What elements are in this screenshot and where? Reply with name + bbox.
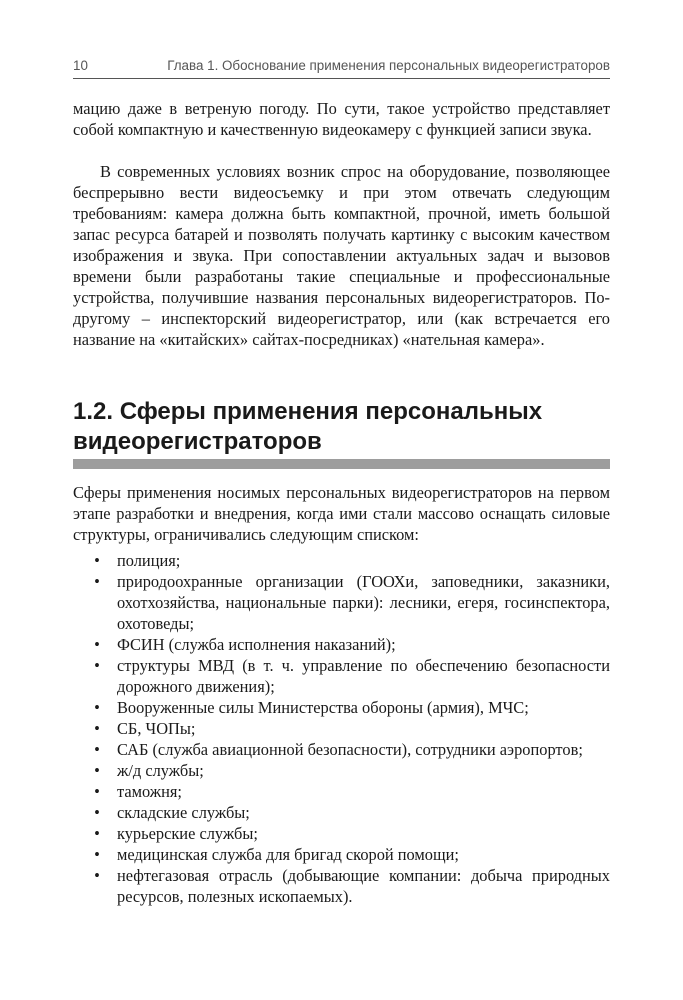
bullet-icon: • (94, 698, 100, 717)
paragraph-continuation: мацию даже в ветреную погоду. По сути, такое устройство представляет собой компактную и качественную видеокамеру с функцией записи звука. (73, 99, 610, 139)
list-item: • складские службы; (73, 802, 610, 823)
running-title: Глава 1. Обоснование применения персональных видеорегистраторов (167, 58, 610, 73)
list-item: • природоохранные организации (ГООХи, заповедники, заказники, охотхозяйства, национальные парки): лесники, егеря, госинспектора, охотоведы; (73, 571, 610, 634)
bullet-icon: • (94, 635, 100, 654)
section-title-line-1: 1.2. Сферы применения персональных (73, 398, 543, 425)
bullet-icon: • (94, 866, 100, 885)
section-title (73, 397, 610, 457)
list-item: • ж/д службы; (73, 760, 610, 781)
running-header (73, 58, 610, 79)
bullet-icon: • (94, 572, 100, 591)
section-title-line-2: видеорегистраторов (73, 428, 322, 455)
page-number: 10 (73, 58, 88, 73)
list-item: • ФСИН (служба исполнения наказаний); (73, 634, 610, 655)
list-item: • СБ, ЧОПы; (73, 718, 610, 739)
paragraph-body: В современных условиях возник спрос на оборудование, позволяющее беспрерывно вести видеосъемку и при этом отвечать следующим требованиям: камера должна быть компактной, прочной, иметь большой запас ресурса батарей и позволять получать картинку с высоким качеством изображения и звука. При сопоставлении актуальных задач и вызовов времени были разработаны такие специальные и профессиональные устройства, получившие названия персональных видеорегистраторов. По-другому – инспекторский видеорегистратор, или (как встречается его название на «китайских» сайтах-посредниках) «нательная камера». (73, 162, 610, 349)
list-item: • структуры МВД (в т. ч. управление по обеспечению безопасности дорожного движения); (73, 655, 610, 697)
bullet-icon: • (94, 656, 100, 675)
list-item: • САБ (служба авиационной безопасности), сотрудники аэропортов; (73, 739, 610, 760)
bullet-icon: • (94, 845, 100, 864)
list-item: • полиция; (73, 550, 610, 571)
section-underline-bar (73, 459, 610, 469)
list-item: • медицинская служба для бригад скорой помощи; (73, 844, 610, 865)
bullet-icon: • (94, 551, 100, 570)
bullet-icon: • (94, 761, 100, 780)
bullet-icon: • (94, 824, 100, 843)
bullet-icon: • (94, 803, 100, 822)
list-item: • нефтегазовая отрасль (добывающие компании: добыча природных ресурсов, полезных ископаемых). (73, 865, 610, 907)
bullet-icon: • (94, 719, 100, 738)
application-areas-list (73, 550, 610, 907)
bullet-icon: • (94, 740, 100, 759)
section-intro: Сферы применения носимых персональных видеорегистраторов на первом этапе разработки и внедрения, когда ими стали массово оснащать силовые структуры, ограничивались следующим списком: (73, 483, 610, 544)
list-item: • Вооруженные силы Министерства обороны (армия), МЧС; (73, 697, 610, 718)
list-item: • курьерские службы; (73, 823, 610, 844)
bullet-icon: • (94, 782, 100, 801)
list-item: • таможня; (73, 781, 610, 802)
